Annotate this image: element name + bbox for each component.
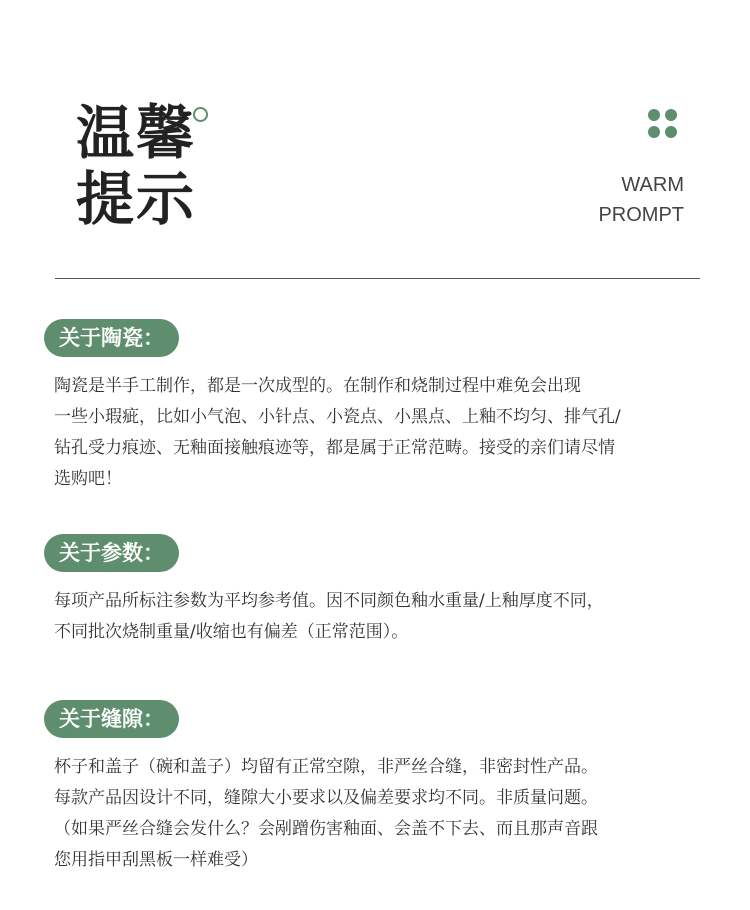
section-body: [54, 586, 714, 648]
body-line: 一些小瑕疵，比如小气泡、小针点、小瓷点、小黑点、上釉不均匀、排气孔/: [54, 407, 621, 427]
body-line: （如果严丝合缝会发什么？会剐蹭伤害釉面、会盖不下去、而且那声音跟: [54, 819, 598, 839]
section-parameters: [44, 534, 714, 648]
section-body: [54, 371, 714, 495]
body-line: 不同批次烧制重量/收缩也有偏差（正常范围）。: [54, 622, 409, 642]
circle-decoration-icon: [193, 107, 208, 122]
body-line: 陶瓷是半手工制作，都是一次成型的。在制作和烧制过程中难免会出现: [54, 376, 581, 396]
body-line: 杯子和盖子（碗和盖子）均留有正常空隙，非严丝合缝，非密封性产品。: [54, 757, 598, 777]
subtitle-line-2: PROMPT: [598, 204, 684, 226]
section-ceramics: [44, 319, 714, 495]
page-title: [76, 100, 196, 232]
body-line: 每项产品所标注参数为平均参考值。因不同颜色釉水重量/上釉厚度不同，: [54, 591, 604, 611]
title-line-2: 提示: [76, 165, 197, 233]
section-heading: 关于参数：: [44, 534, 179, 572]
body-line: 选购吧！: [54, 469, 122, 489]
four-dots-icon: [648, 109, 678, 139]
section-heading: 关于缝隙：: [44, 700, 179, 738]
body-line: 钻孔受力痕迹、无釉面接触痕迹等，都是属于正常范畴。接受的亲们请尽情: [54, 438, 615, 458]
subtitle-line-1: WARM: [621, 174, 684, 196]
divider: [55, 278, 700, 279]
section-body: [54, 752, 714, 876]
section-heading: 关于陶瓷：: [44, 319, 179, 357]
section-gaps: [44, 700, 714, 876]
title-line-1: 温馨: [76, 99, 197, 167]
subtitle: [598, 170, 684, 230]
body-line: 您用指甲刮黑板一样难受）: [54, 850, 258, 870]
body-line: 每款产品因设计不同，缝隙大小要求以及偏差要求均不同。非质量问题。: [54, 788, 598, 808]
